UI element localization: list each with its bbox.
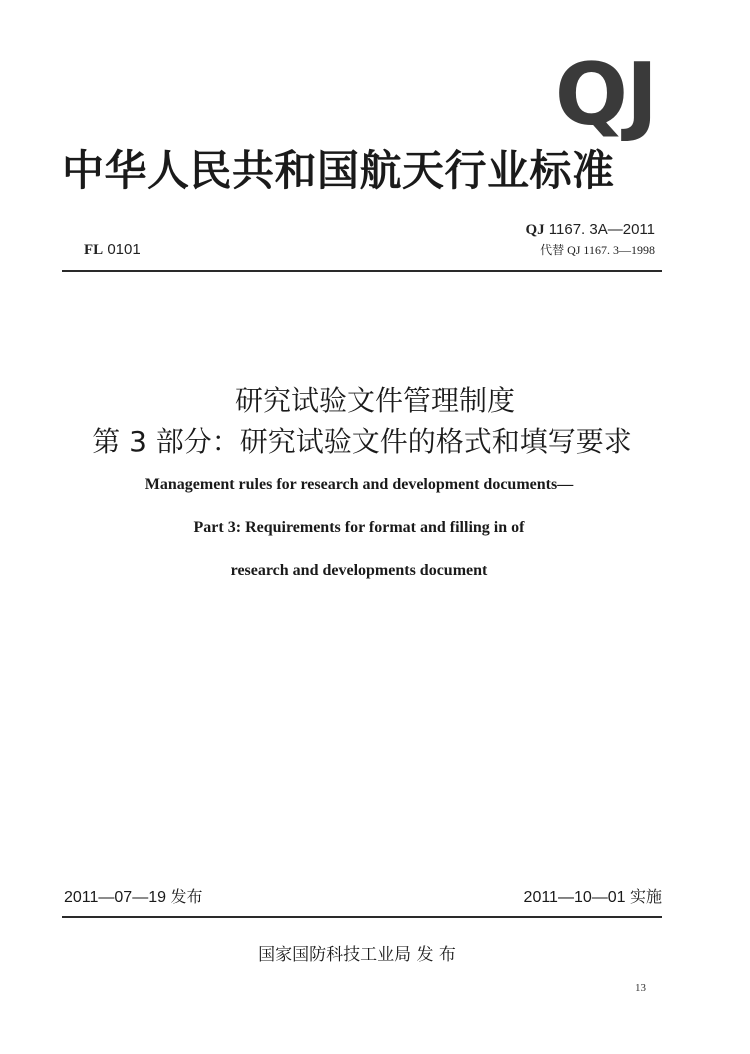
classification-code-value: 0101 [107,241,141,258]
standard-number-value: 1167. 3A—2011 [548,221,655,238]
issue-date: 2011—07—19 发布 [64,889,203,906]
implementation-date: 2011—10—01 实施 [523,889,662,906]
title-en-line-2: Part 3: Requirements for format and filling in of [193,519,525,536]
replaces-standard: 代替 QJ 1167. 3—1998 [540,243,655,257]
org-title: 中华人民共和国航天行业标准 [62,146,615,195]
top-divider [62,270,662,272]
qj-logo: QJ [554,45,656,145]
title-cn-main: 研究试验文件管理制度 [234,384,515,417]
title-en-line-3: research and developments document [230,562,488,579]
bottom-divider [62,916,662,918]
page-number: 13 [635,982,646,994]
classification-code [84,241,141,259]
standard-prefix: QJ [525,222,545,238]
issuing-authority: 国家国防科技工业局 发 布 [258,945,456,965]
title-en-line-1: Management rules for research and development documents— [144,476,574,493]
title-cn-part: 第 3 部分：研究试验文件的格式和填写要求 [92,425,632,458]
standard-number [525,221,655,239]
classification-prefix: FL [84,242,104,258]
